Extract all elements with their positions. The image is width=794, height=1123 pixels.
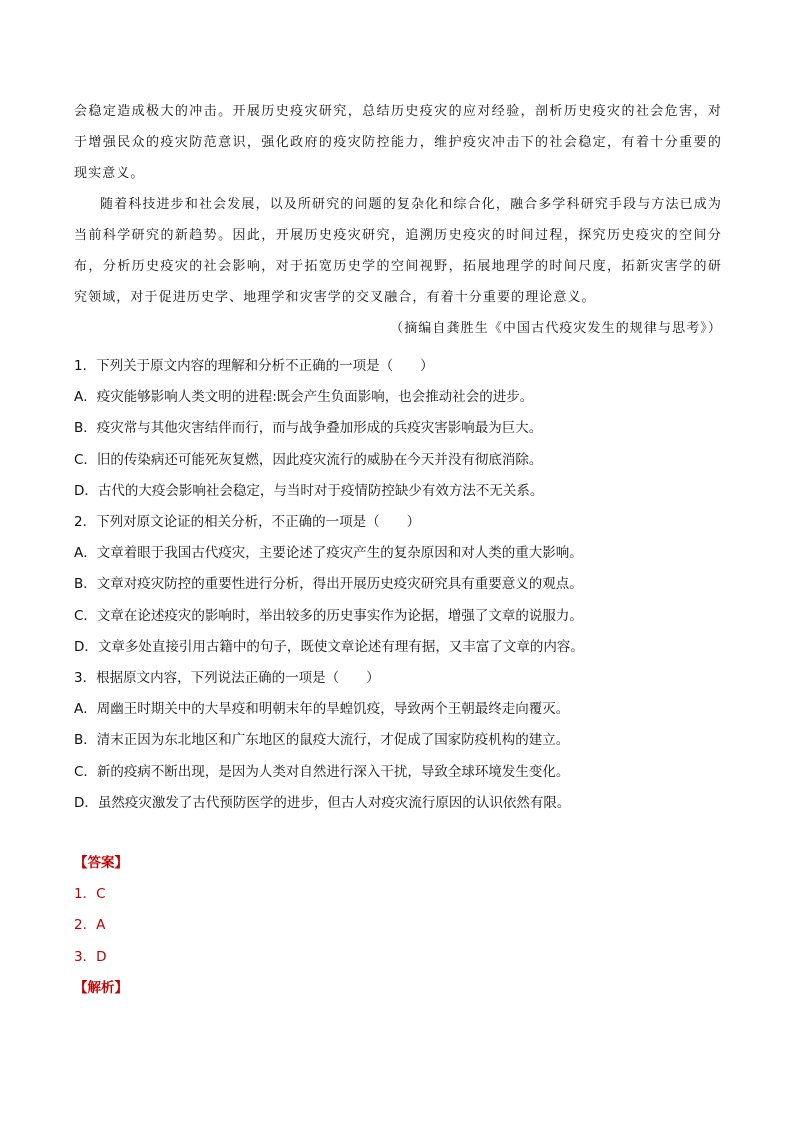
question-2 (74, 507, 734, 663)
question-option: B．文章对疫灾防控的重要性进行分析，得出开展历史疫灾研究具有重要意义的观点。 (74, 576, 583, 593)
answer-section (74, 848, 474, 1004)
question-option: D．虽然疫灾激发了古代预防医学的进步，但古人对疫灾流行原因的认识依然有限。 (74, 794, 571, 811)
question-stem: 1．下列关于原文内容的理解和分析不正确的一项是（ ） (74, 358, 434, 374)
question-stem: 3．根据原文内容，下列说法正确的一项是（ ） (74, 670, 380, 687)
analysis-heading: 【解析】 (74, 979, 128, 996)
questions-section (74, 351, 734, 819)
answer-item-1: 1．C (74, 886, 106, 903)
passage-paragraph-1: 会稳定造成极大的冲击。开展历史疫灾研究，总结历史疫灾的应对经验，剖析历史疫灾的社会危害，对于增强民众的疫灾防范意识，强化政府的疫灾防控能力，维护疫灾冲击下的社会稳定，有着十分重要的现实意义。 (74, 104, 722, 181)
question-option: D．古代的大疫会影响社会稳定，与当时对于疫情防控缺少有效方法不无关系。 (74, 482, 544, 499)
question-option: A．文章着眼于我国古代疫灾，主要论述了疫灾产生的复杂原因和对人类的重大影响。 (74, 545, 583, 562)
question-stem: 2．下列对原文论证的相关分析，不正确的一项是（ ） (74, 514, 421, 531)
question-option: C．新的疫病不断出现，是因为人类对自然进行深入干扰，导致全球环境发生变化。 (74, 763, 570, 780)
question-option: A．周幽王时期关中的大旱疫和明朝末年的旱蝗饥疫，导致两个王朝最终走向覆灭。 (74, 701, 570, 718)
answer-heading: 【答案】 (74, 855, 128, 871)
question-3 (74, 663, 734, 819)
passage (74, 96, 722, 344)
answer-item-3: 3．D (74, 948, 107, 965)
question-option: B．清末正因为东北地区和广东地区的鼠疫大流行，才促成了国家防疫机构的建立。 (74, 732, 570, 749)
passage-source: （摘编自龚胜生《中国古代疫灾发生的规律与思考》） (390, 321, 722, 336)
question-option: B．疫灾常与其他灾害结伴而行，而与战争叠加形成的兵疫灾害影响最为巨大。 (74, 420, 543, 437)
question-option: C．文章在论述疫灾的影响时，举出较多的历史事实作为论据，增强了文章的说服力。 (74, 607, 583, 624)
question-option: D．文章多处直接引用古籍中的句子，既使文章论述有理有据，又丰富了文章的内容。 (74, 638, 584, 655)
question-option: C．旧的传染病还可能死灰复燃，因此疫灾流行的威胁在今天并没有彻底消除。 (74, 451, 543, 468)
question-option: A．疫灾能够影响人类文明的进程:既会产生负面影响，也会推动社会的进步。 (74, 389, 534, 406)
question-1 (74, 351, 734, 507)
passage-paragraph-2: 随着科技进步和社会发展，以及所研究的问题的复杂化和综合化，融合多学科研究手段与方法已成为当前科学研究的新趋势。因此，开展历史疫灾研究，追溯历史疫灾的时间过程，探究历史疫灾的空间分布，分析历史疫灾的社会影响，对于拓宽历史学的空间视野，拓展地理学的时间尺度，拓新灾害学的研究领域，对于促进历史学、地理学和灾害学的交叉融合，有着十分重要的理论意义。 (74, 197, 722, 305)
answer-item-2: 2．A (74, 917, 106, 934)
